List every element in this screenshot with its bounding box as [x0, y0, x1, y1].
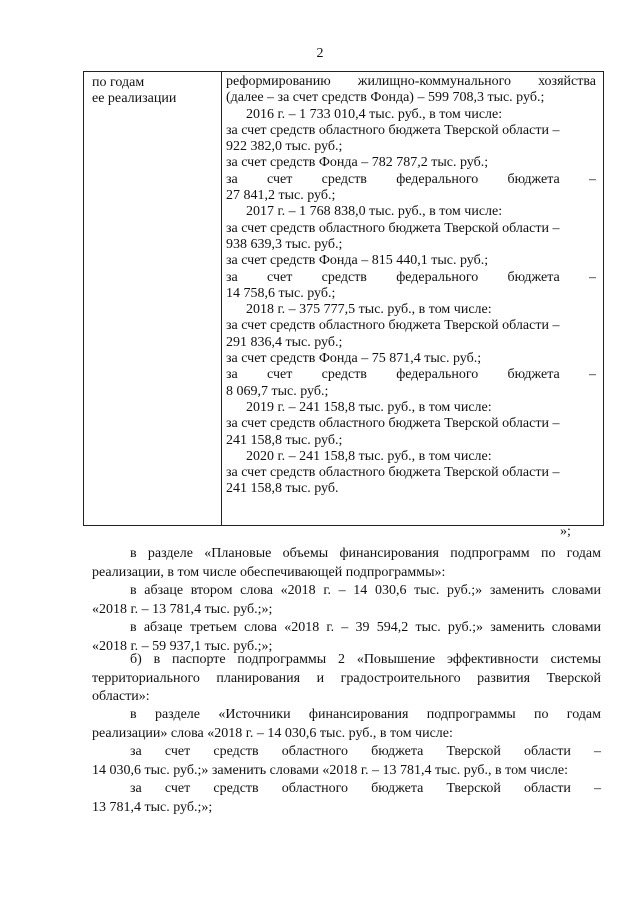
- page-number: 2: [316, 46, 324, 61]
- paragraph-line: в разделе «Источники финансирования подпрограммы по годам: [130, 707, 601, 722]
- table-line: за счет средств областного бюджета Тверской области –: [226, 318, 560, 334]
- funding-table: [83, 71, 604, 526]
- paragraph-subprogram-2-passport: [92, 651, 601, 707]
- paragraph-line: реализации» слова «2018 г. – 14 030,6 тыс. руб., в том числе:: [92, 725, 453, 741]
- table-column-divider: [221, 72, 222, 525]
- paragraph-line: реализации, в том числе обеспечивающей подпрограммы»:: [92, 564, 446, 580]
- paragraph-section-planned-volumes: [92, 545, 601, 582]
- closing-quote: »;: [560, 524, 571, 539]
- table-line: за счет средств Фонда – 815 440,1 тыс. руб.;: [226, 253, 489, 269]
- table-left-cell: [92, 75, 217, 108]
- paragraph-line: 14 030,6 тыс. руб.;» заменить словами «2018 г. – 13 781,4 тыс. руб., в том числе:: [92, 762, 569, 778]
- table-line: 241 158,8 тыс. руб.: [226, 481, 339, 497]
- table-line: 27 841,2 тыс. руб.;: [226, 188, 336, 204]
- paragraph-line: б) в паспорте подпрограммы 2 «Повышение эффективности системы: [130, 652, 601, 667]
- paragraph-funding-sources: [92, 706, 601, 818]
- table-line: (далее – за счет средств Фонда) – 599 708,3 тыс. руб.;: [226, 90, 545, 106]
- table-line: за счет средств федерального бюджета –: [226, 269, 596, 285]
- paragraph-line: «2018 г. – 13 781,4 тыс. руб.;»;: [92, 601, 273, 617]
- table-line-year-2016: 2016 г. – 1 733 010,4 тыс. руб., в том числе:: [246, 106, 503, 122]
- left-cell-line: ее реализации: [92, 91, 177, 107]
- paragraph-line: в абзаце втором слова «2018 г. – 14 030,6 тыс. руб.;» заменить словами: [130, 583, 601, 598]
- table-line-year-2017: 2017 г. – 1 768 838,0 тыс. руб., в том числе:: [246, 204, 503, 220]
- table-line: за счет средств областного бюджета Тверской области –: [226, 465, 560, 481]
- table-line: 8 069,7 тыс. руб.;: [226, 383, 329, 399]
- paragraph-line: за счет средств областного бюджета Тверской области –: [130, 781, 601, 797]
- table-line: за счет средств Фонда – 75 871,4 тыс. руб.;: [226, 351, 482, 367]
- paragraph-line: области»:: [92, 689, 150, 705]
- table-right-cell: [226, 74, 596, 498]
- table-line: 938 639,3 тыс. руб.;: [226, 236, 343, 252]
- table-line: за счет средств областного бюджета Тверской области –: [226, 122, 560, 138]
- table-line: за счет средств федерального бюджета –: [226, 171, 596, 187]
- table-line-year-2019: 2019 г. – 241 158,8 тыс. руб., в том числе:: [246, 399, 492, 415]
- paragraph-second-subparagraph: [92, 582, 601, 619]
- table-line: за счет средств областного бюджета Тверской области –: [226, 416, 560, 432]
- paragraph-line: за счет средств областного бюджета Тверской области –: [130, 744, 601, 760]
- table-line: реформированию жилищно-коммунального хозяйства: [226, 74, 596, 89]
- table-line: за счет средств федерального бюджета –: [226, 367, 596, 383]
- table-line: за счет средств областного бюджета Тверской области –: [226, 220, 560, 236]
- left-cell-line: по годам: [92, 75, 145, 90]
- table-line: за счет средств Фонда – 782 787,2 тыс. руб.;: [226, 155, 489, 171]
- paragraph-line: территориального планирования и градостроительного развития Тверской: [92, 670, 601, 686]
- paragraph-line: 13 781,4 тыс. руб.;»;: [92, 799, 213, 815]
- table-line-year-2018: 2018 г. – 375 777,5 тыс. руб., в том числе:: [246, 302, 492, 318]
- paragraph-line: в абзаце третьем слова «2018 г. – 39 594,2 тыс. руб.;» заменить словами: [130, 620, 601, 635]
- paragraph-line: «2018 г. – 59 937,1 тыс. руб.;»;: [92, 638, 273, 654]
- table-line: 241 158,8 тыс. руб.;: [226, 432, 343, 448]
- table-line: 14 758,6 тыс. руб.;: [226, 285, 336, 301]
- table-line-year-2020: 2020 г. – 241 158,8 тыс. руб., в том числе:: [246, 448, 492, 464]
- table-line: 922 382,0 тыс. руб.;: [226, 139, 343, 155]
- table-line: 291 836,4 тыс. руб.;: [226, 334, 343, 350]
- paragraph-line: в разделе «Плановые объемы финансирования подпрограмм по годам: [130, 546, 601, 561]
